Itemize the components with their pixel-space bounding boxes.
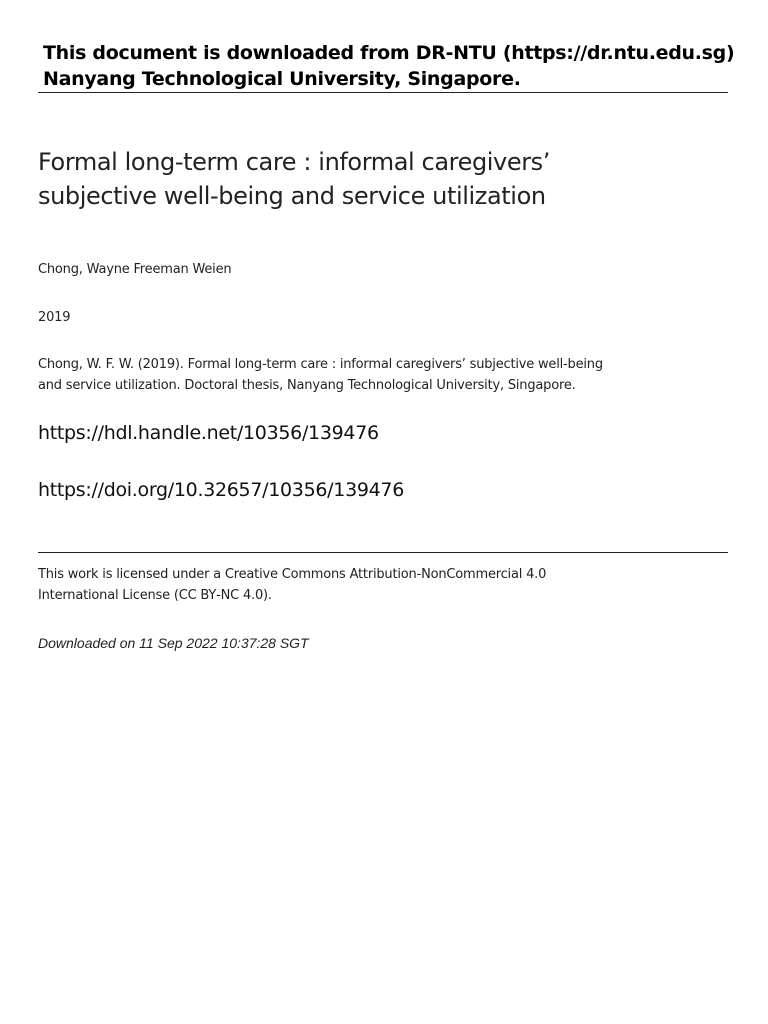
title-line-2: subjective well‑being and service utilization [38, 182, 546, 210]
publication-year: 2019 [38, 310, 71, 325]
license-line-2: International License (CC BY‑NC 4.0). [38, 588, 272, 603]
repository-header [43, 40, 735, 92]
license-statement [38, 564, 546, 606]
handle-link[interactable]: https://hdl.handle.net/10356/139476 [38, 422, 379, 444]
document-title [38, 145, 728, 213]
author-name: Chong, Wayne Freeman Weien [38, 262, 232, 277]
citation-line-1: Chong, W. F. W. (2019). Formal long‑term care : informal caregivers’ subjective well‑being [38, 357, 603, 372]
license-divider [38, 552, 728, 553]
university-name: Nanyang Technological University, Singapore. [43, 68, 521, 90]
license-line-1: This work is licensed under a Creative Commons Attribution‑NonCommercial 4.0 [38, 567, 547, 582]
doi-link[interactable]: https://doi.org/10.32657/10356/139476 [38, 479, 405, 501]
citation-line-2: and service utilization. Doctoral thesis, Nanyang Technological University, Singapore. [38, 378, 576, 393]
title-line-1: Formal long‑term care : informal caregivers’ [38, 148, 551, 176]
repository-notice: This document is downloaded from DR‑NTU (https://dr.ntu.edu.sg) [43, 42, 735, 64]
download-timestamp: Downloaded on 11 Sep 2022 10:37:28 SGT [38, 635, 309, 651]
header-divider [38, 92, 728, 93]
citation [38, 354, 603, 396]
